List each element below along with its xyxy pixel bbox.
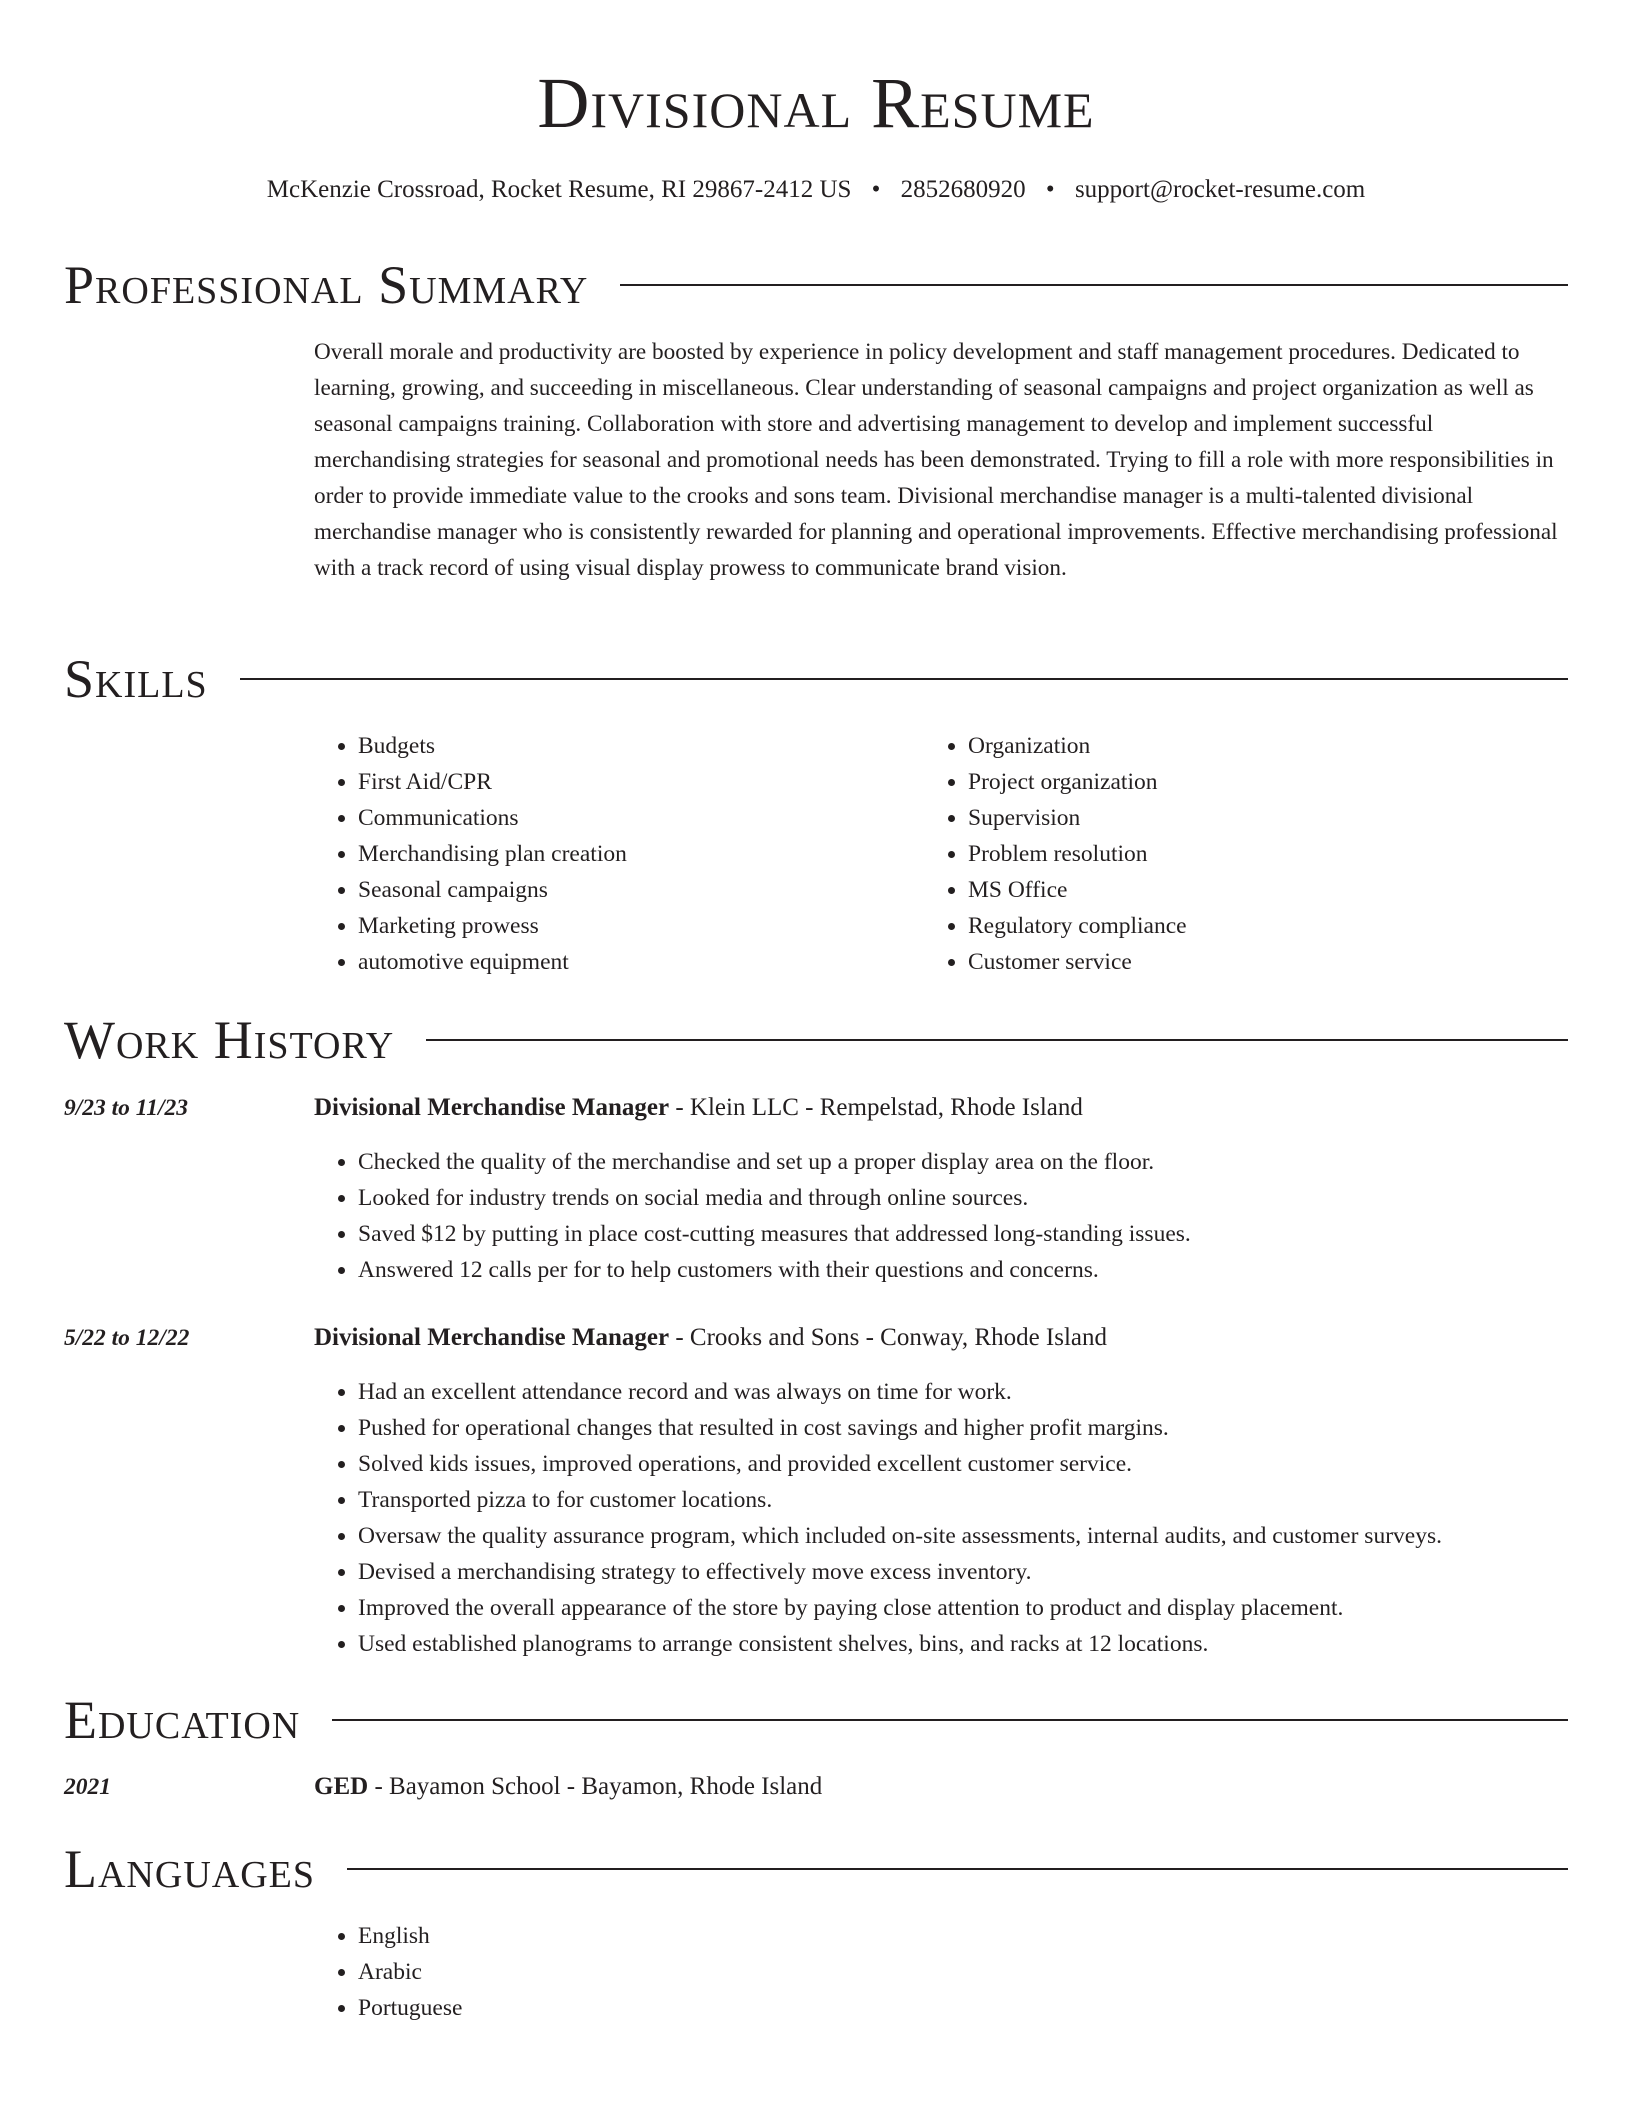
job-bullet: • Devised a merchandising strategy to effectively move excess inventory. xyxy=(358,1554,1608,1590)
job-heading xyxy=(314,1320,1107,1356)
job-bullet: • Checked the quality of the merchandise and set up a proper display area on the floor. xyxy=(358,1144,1608,1180)
section-header-summary xyxy=(64,250,1568,320)
skill-item: • MS Office xyxy=(968,872,1568,908)
job-bullet: • Answered 12 calls per for to help customers with their questions and concerns. xyxy=(358,1252,1608,1288)
section-title: Education xyxy=(64,1690,301,1750)
skill-item: • Customer service xyxy=(968,944,1568,980)
education-year: 2021 xyxy=(64,1774,111,1800)
degree: GED xyxy=(314,1773,369,1800)
job-title: Divisional Merchandise Manager xyxy=(314,1324,670,1351)
section-rule xyxy=(347,1868,1568,1870)
separator: • xyxy=(871,176,881,203)
section-title: Professional Summary xyxy=(64,255,589,315)
separator: • xyxy=(1045,176,1055,203)
school: - Bayamon School - Bayamon, Rhode Island xyxy=(368,1773,823,1800)
section-header-skills xyxy=(64,644,1568,714)
job-bullet: • Pushed for operational changes that resulted in cost savings and higher profit margins. xyxy=(358,1410,1608,1446)
resume-name: Divisional Resume xyxy=(537,63,1095,143)
skill-item: • Supervision xyxy=(968,800,1568,836)
skill-item: • Budgets xyxy=(358,728,918,764)
section-header-languages xyxy=(64,1834,1568,1904)
skill-item: • Marketing prowess xyxy=(358,908,918,944)
skill-item: • Seasonal campaigns xyxy=(358,872,918,908)
job-bullets xyxy=(314,1374,1608,1662)
skill-item: • Problem resolution xyxy=(968,836,1568,872)
education-entry xyxy=(314,1769,822,1805)
contact-line xyxy=(64,172,1568,208)
job-dates: 5/22 to 12/22 xyxy=(64,1325,190,1351)
language-item: • Portuguese xyxy=(358,1990,958,2026)
job-bullet: • Looked for industry trends on social media and through online sources. xyxy=(358,1180,1608,1216)
job-bullet: • Saved $12 by putting in place cost-cutting measures that addressed long-standing issues. xyxy=(358,1216,1608,1252)
job-bullet: • Used established planograms to arrange consistent shelves, bins, and racks at 12 locations. xyxy=(358,1626,1608,1662)
section-title: Skills xyxy=(64,649,208,709)
skill-item: • Project organization xyxy=(968,764,1568,800)
section-header-education xyxy=(64,1685,1568,1755)
language-item: • English xyxy=(358,1918,958,1954)
section-title: Work History xyxy=(64,1010,395,1070)
job-bullet: • Solved kids issues, improved operations, and provided excellent customer service. xyxy=(358,1446,1608,1482)
job-bullet: • Improved the overall appearance of the store by paying close attention to product and display placement. xyxy=(358,1590,1608,1626)
skill-item: • Regulatory compliance xyxy=(968,908,1568,944)
section-header-work xyxy=(64,1005,1568,1075)
job-dates: 9/23 to 11/23 xyxy=(64,1095,189,1121)
section-rule xyxy=(426,1039,1568,1041)
phone: 2852680920 xyxy=(900,176,1026,203)
languages-list xyxy=(314,1918,958,2026)
skills-list-left xyxy=(314,728,918,980)
job-bullet: • Transported pizza to for customer locations. xyxy=(358,1482,1608,1518)
job-bullet: • Had an excellent attendance record and was always on time for work. xyxy=(358,1374,1608,1410)
skills-list-right xyxy=(924,728,1568,980)
section-rule xyxy=(240,678,1568,680)
job-heading xyxy=(314,1090,1083,1126)
email: support@rocket-resume.com xyxy=(1074,176,1366,203)
skill-item: • First Aid/CPR xyxy=(358,764,918,800)
job-title: Divisional Merchandise Manager xyxy=(314,1094,670,1121)
section-title: Languages xyxy=(64,1839,315,1899)
skill-item: • Communications xyxy=(358,800,918,836)
skill-item: • Merchandising plan creation xyxy=(358,836,918,872)
address: McKenzie Crossroad, Rocket Resume, RI 29867-2412 US xyxy=(266,176,852,203)
job-employer: - Crooks and Sons - Conway, Rhode Island xyxy=(669,1324,1108,1351)
language-item: • Arabic xyxy=(358,1954,958,1990)
skill-item: • Organization xyxy=(968,728,1568,764)
job-employer: - Klein LLC - Rempelstad, Rhode Island xyxy=(669,1094,1083,1121)
job-bullets xyxy=(314,1144,1608,1288)
summary-text: Overall morale and productivity are boosted by experience in policy development and staff management procedures. Dedicated to learning, growing, and succeeding in miscellaneous. Clear understanding of seasonal campaigns and project organization as well as seasonal campaigns training. Collaboration with store and advertising management to develop and implement successful merchandising strategies for seasonal and promotional needs has been demonstrated. Trying to fill a role with more responsibilities in order to provide immediate value to the crooks and sons team. Divisional merchandise manager is a multi-talented divisional merchandise manager who is consistently rewarded for planning and operational improvements. Effective merchandising professional with a track record of using visual display prowess to communicate brand vision. xyxy=(314,339,1558,581)
skill-item: • automotive equipment xyxy=(358,944,918,980)
job-bullet: • Oversaw the quality assurance program, which included on-site assessments, internal audits, and customer surveys. xyxy=(358,1518,1608,1554)
section-rule xyxy=(620,284,1568,286)
section-rule xyxy=(332,1719,1568,1721)
